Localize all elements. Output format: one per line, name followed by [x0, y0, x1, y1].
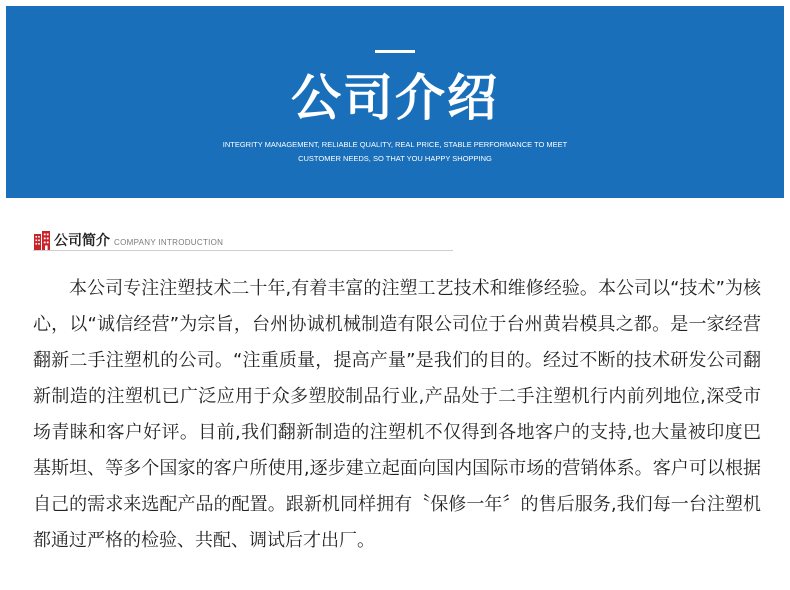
banner-subtitle-line2: CUSTOMER NEEDS, SO THAT YOU HAPPY SHOPPING — [298, 154, 492, 163]
section-header — [33, 228, 223, 250]
company-intro-text: 本公司专注注塑技术二十年,有着丰富的注塑工艺技术和维修经验。本公司以“技术”为核心，以“诚信经营”为宗旨，台州协诚机械制造有限公司位于台州黄岩模具之都。是一家经营翻新二手注塑机的公司。“注重质量，提高产量”是我们的目的。经过不断的技术研发公司翻新制造的注塑机已广泛应用于众多塑胶制品行业,产品处于二手注塑机行内前列地位,深受市场青睐和客户好评。目前,我们翻新制造的注塑机不仅得到各地客户的支持,也大量被印度巴基斯坦、等多个国家的客户所使用,逐步建立起面向国内国际市场的营销体系。客户可以根据自己的需求来选配产品的配置。跟新机同样拥有〝保修一年〞的售后服务,我们每一台注塑机都通过严格的检验、共配、调试后才出厂。 — [33, 278, 761, 551]
banner-title: 公司介绍 — [291, 69, 499, 127]
banner-divider — [375, 50, 415, 53]
banner-subtitle-line1: INTEGRITY MANAGEMENT, RELIABLE QUALITY, REAL PRICE, STABLE PERFORMANCE TO MEET — [222, 140, 568, 149]
section-subtitle: COMPANY INTRODUCTION — [114, 238, 224, 247]
building-icon — [33, 230, 51, 250]
section-divider — [33, 250, 453, 251]
section-title: 公司简介 — [54, 233, 110, 249]
banner — [6, 6, 784, 198]
